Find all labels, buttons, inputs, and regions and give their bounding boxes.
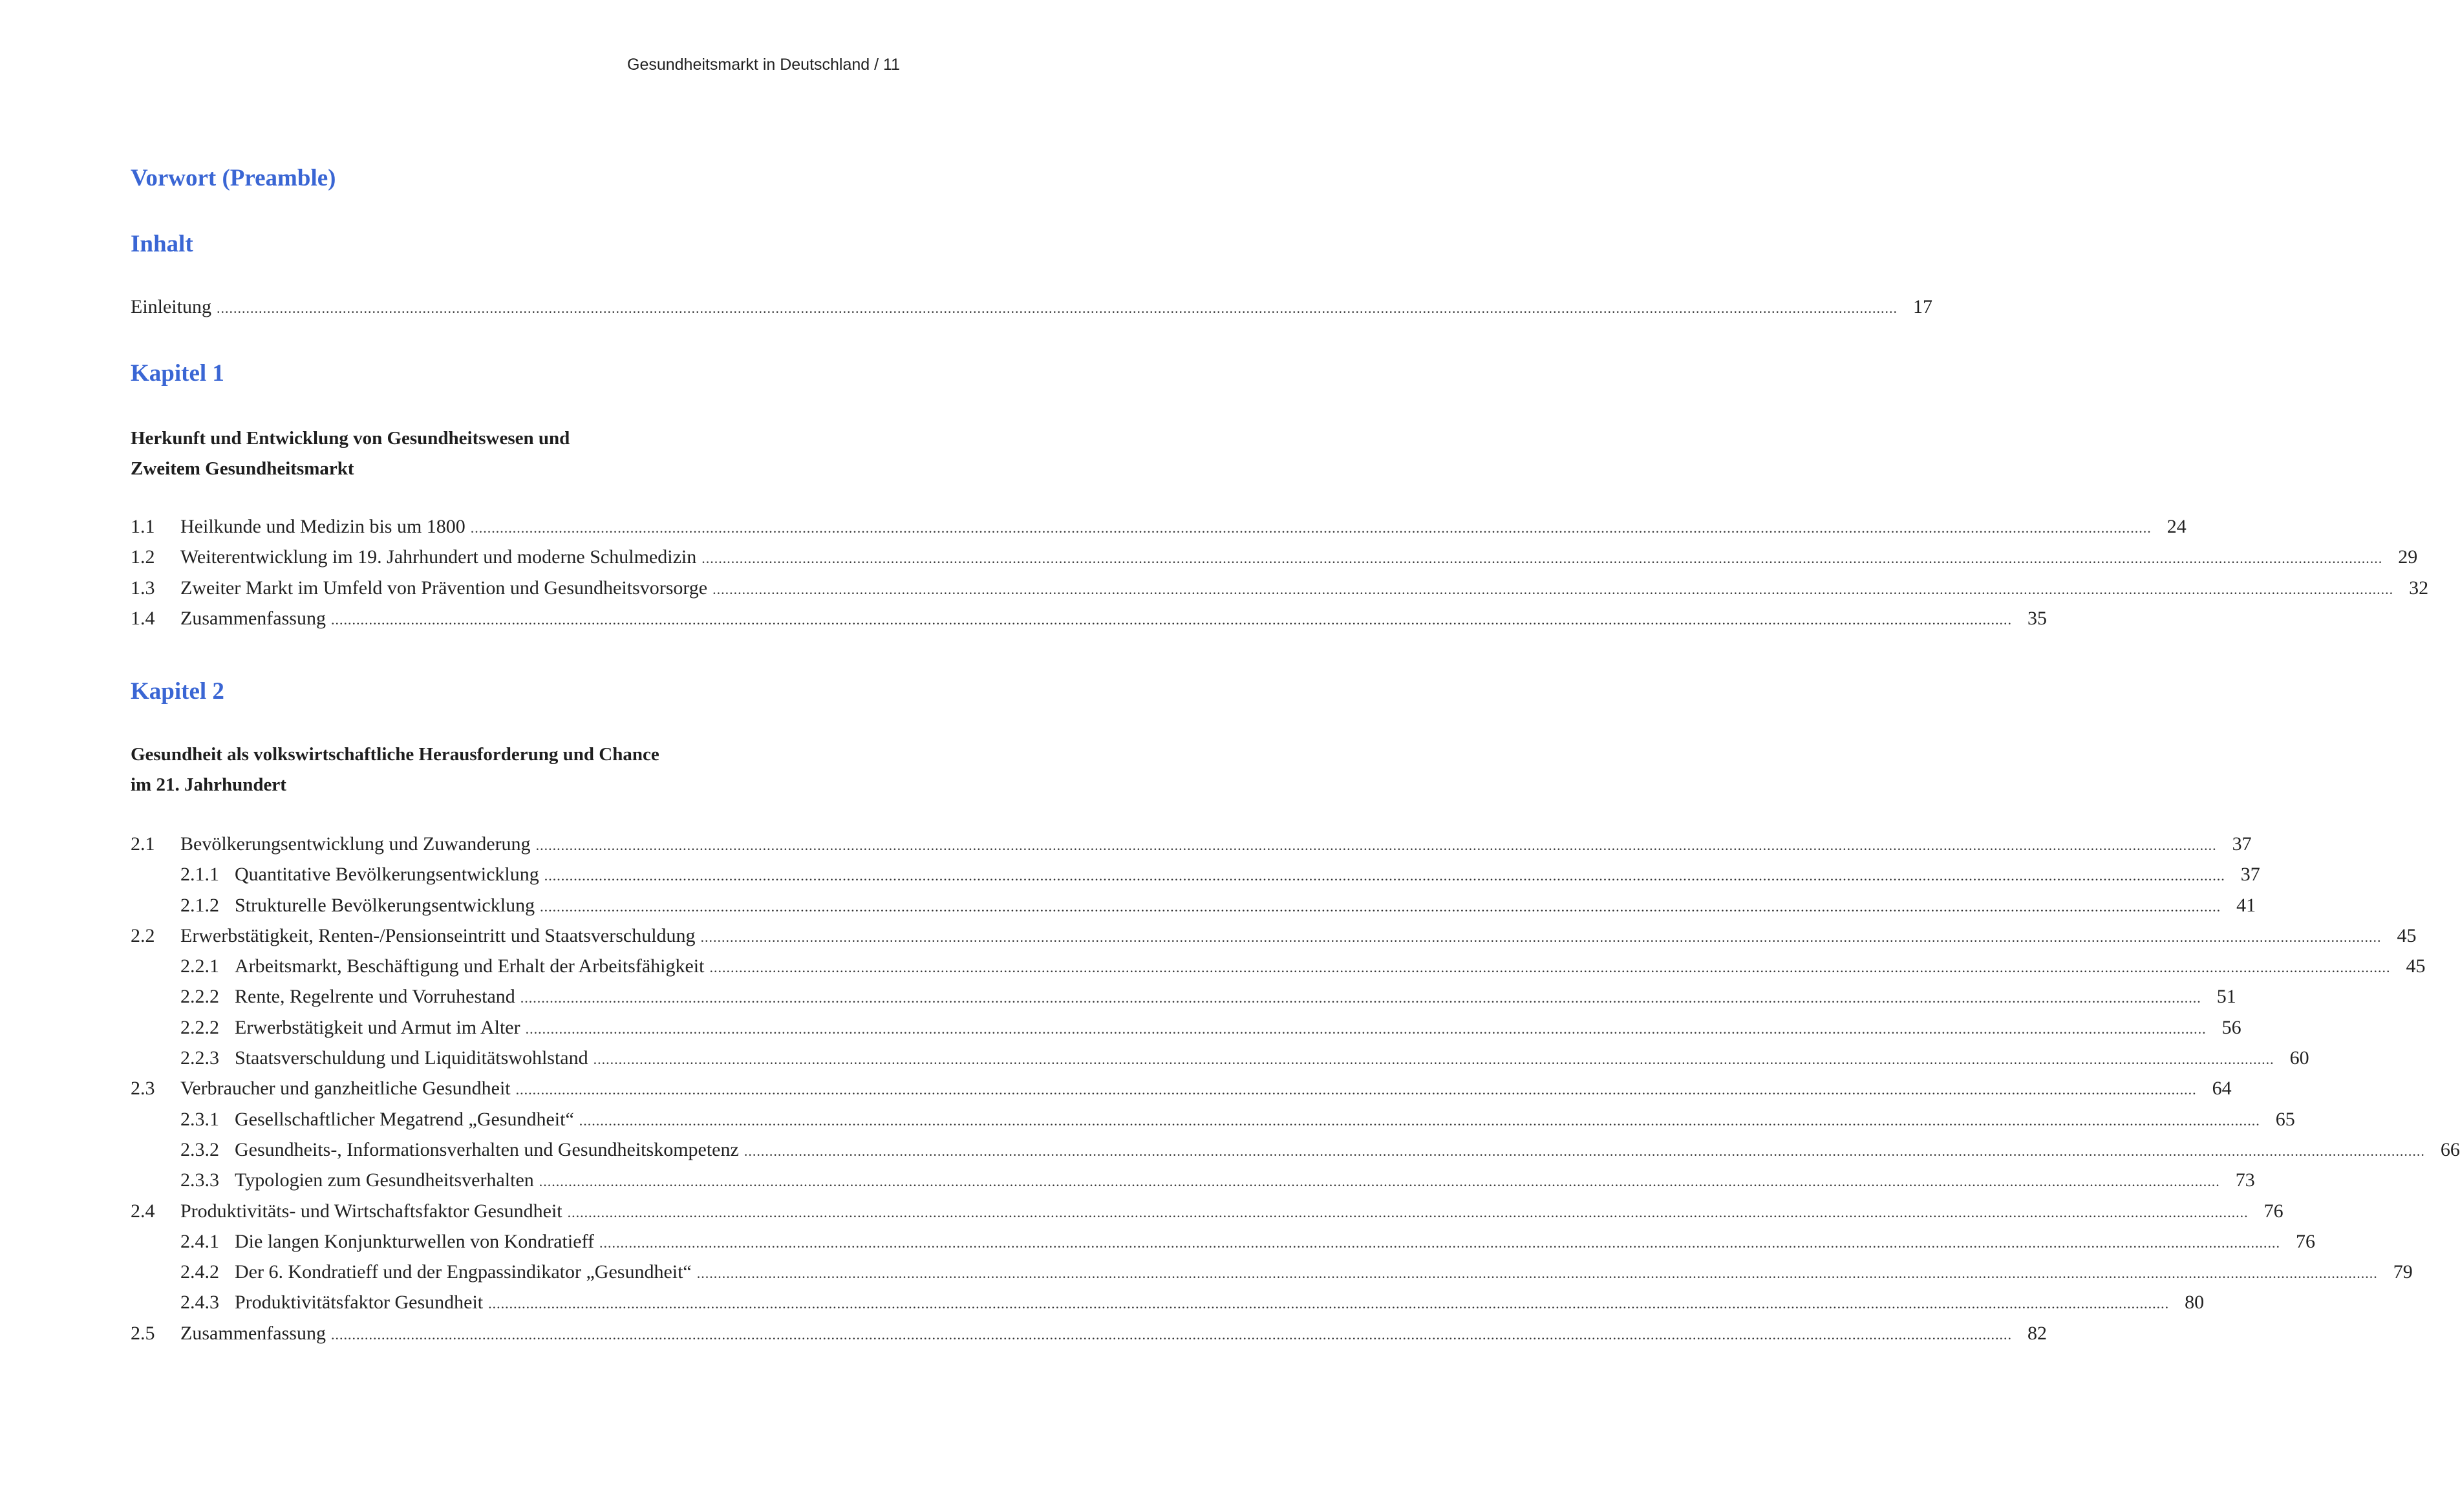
chapter2-entries xyxy=(131,833,2460,1353)
toc-entry-page: 37 xyxy=(2240,864,2260,886)
toc-entry[interactable] xyxy=(131,607,2047,638)
toc-entry[interactable] xyxy=(131,1138,2460,1169)
toc-entry-title: Typologien zum Gesundheitsverhalten xyxy=(235,1169,534,1191)
toc-entry-page: 24 xyxy=(2166,516,2187,537)
toc-entry-number: 1.4 xyxy=(131,607,155,629)
toc-entry-page: 35 xyxy=(2027,607,2047,629)
toc-entry-intro[interactable] xyxy=(131,296,1932,326)
toc-entry-number: 2.2 xyxy=(131,924,155,946)
toc-entry-number: 2.1 xyxy=(131,833,155,855)
toc-entry-title: Die langen Konjunkturwellen von Kondratieff xyxy=(235,1230,594,1252)
dot-leader: ................................................................................................................................................................................................................................................................................................................................................................................................................ xyxy=(515,1081,2197,1098)
toc-entry-number: 2.5 xyxy=(131,1322,155,1344)
toc-entry-title: Gesellschaftlicher Megatrend „Gesundheit“ xyxy=(235,1108,574,1130)
dot-leader: ................................................................................................................................................................................................................................................................................................................................................................................................................ xyxy=(330,611,2012,628)
dot-leader: ................................................................................................................................................................................................................................................................................................................................................................................................................ xyxy=(712,580,2394,597)
toc-entry-title: Strukturelle Bevölkerungsentwicklung xyxy=(235,894,535,916)
toc-entry-number: 2.2.2 xyxy=(180,1016,219,1038)
toc-entry-title: Quantitative Bevölkerungsentwicklung xyxy=(235,864,539,886)
dot-leader: ................................................................................................................................................................................................................................................................................................................................................................................................................ xyxy=(599,1234,2280,1251)
toc-entry[interactable] xyxy=(131,864,2260,894)
toc-entry-title: Rente, Regelrente und Vorruhestand xyxy=(235,986,515,1008)
toc-entry-number: 2.4.1 xyxy=(180,1230,219,1252)
toc-entry[interactable] xyxy=(131,516,2187,546)
toc-entry[interactable] xyxy=(131,577,2429,608)
dot-leader: ................................................................................................................................................................................................................................................................................................................................................................................................................ xyxy=(700,928,2382,945)
dot-leader: ................................................................................................................................................................................................................................................................................................................................................................................................................ xyxy=(567,1204,2249,1220)
toc-entry-page: 37 xyxy=(2232,833,2252,855)
toc-entry-title: Gesundheits-, Informationsverhalten und Gesundheitskompetenz xyxy=(235,1138,739,1160)
toc-entry-title: Produktivitätsfaktor Gesundheit xyxy=(235,1292,484,1314)
chapter1-title xyxy=(131,423,570,484)
toc-entry[interactable] xyxy=(131,1047,2309,1078)
dot-leader: ................................................................................................................................................................................................................................................................................................................................................................................................................ xyxy=(330,1326,2012,1343)
toc-entry[interactable] xyxy=(131,1322,2047,1353)
toc-entry[interactable] xyxy=(131,955,2426,986)
toc-entry-page: 29 xyxy=(2398,546,2418,568)
toc-entry-title: Verbraucher und ganzheitliche Gesundheit xyxy=(180,1078,511,1100)
dot-leader: ................................................................................................................................................................................................................................................................................................................................................................................................................ xyxy=(520,990,2201,1006)
dot-leader: ................................................................................................................................................................................................................................................................................................................................................................................................................ xyxy=(216,300,1898,316)
toc-entry-page: 79 xyxy=(2393,1261,2413,1283)
toc-entry[interactable] xyxy=(131,1292,2205,1322)
chapter2-label: Kapitel 2 xyxy=(131,678,224,705)
dot-leader: ................................................................................................................................................................................................................................................................................................................................................................................................................ xyxy=(593,1051,2274,1068)
toc-entry[interactable] xyxy=(131,1261,2413,1292)
toc-entry-title: Bevölkerungsentwicklung und Zuwanderung xyxy=(180,833,531,855)
dot-leader: ................................................................................................................................................................................................................................................................................................................................................................................................................ xyxy=(743,1142,2425,1159)
toc-entry-number: 1.2 xyxy=(131,546,155,568)
toc-entry-page: 76 xyxy=(2295,1230,2315,1252)
toc-entry-page: 17 xyxy=(1912,296,1932,317)
toc-entry-title: Staatsverschuldung und Liquiditätswohlstand xyxy=(235,1047,588,1069)
toc-entry-title: Zweiter Markt im Umfeld von Prävention und Gesundheitsvorsorge xyxy=(180,577,708,599)
toc-entry[interactable] xyxy=(131,1078,2232,1108)
chapter1-entries xyxy=(131,516,2429,638)
toc-entry-page: 51 xyxy=(2216,986,2236,1008)
toc-entry-number: 1.3 xyxy=(131,577,155,599)
toc-entry-page: 65 xyxy=(2275,1108,2295,1130)
dot-leader: ................................................................................................................................................................................................................................................................................................................................................................................................................ xyxy=(535,837,2217,853)
toc-entry-title: Heilkunde und Medizin bis um 1800 xyxy=(180,516,465,537)
toc-entry-title: Der 6. Kondratieff und der Engpassindikator „Gesundheit“ xyxy=(235,1261,692,1283)
toc-entry-number: 2.2.3 xyxy=(180,1047,219,1069)
toc-entry[interactable] xyxy=(131,894,2256,925)
toc-entry-number: 2.4.3 xyxy=(180,1292,219,1314)
toc-entry-number: 2.3.1 xyxy=(180,1108,219,1130)
toc-entry-page: 60 xyxy=(2289,1047,2309,1069)
dot-leader: ................................................................................................................................................................................................................................................................................................................................................................................................................ xyxy=(544,868,2225,884)
chapter1-title-line1: Herkunft und Entwicklung von Gesundheitswesen und xyxy=(131,428,570,449)
toc-entry[interactable] xyxy=(131,1016,2241,1047)
toc-entry-number: 2.4 xyxy=(131,1200,155,1222)
toc-entry-page: 80 xyxy=(2185,1292,2205,1314)
toc-entry-page: 45 xyxy=(2397,924,2417,946)
toc-entry-number: 1.1 xyxy=(131,516,155,537)
toc-entry-page: 76 xyxy=(2263,1200,2284,1222)
toc-entry-title: Einleitung xyxy=(131,296,211,317)
toc-entry[interactable] xyxy=(131,924,2417,955)
running-head: Gesundheitsmarkt in Deutschland / 11 xyxy=(627,56,900,74)
toc-entry[interactable] xyxy=(131,1108,2295,1139)
dot-leader: ................................................................................................................................................................................................................................................................................................................................................................................................................ xyxy=(701,550,2383,567)
toc-entry-page: 32 xyxy=(2409,577,2429,599)
toc-entry-number: 2.1.2 xyxy=(180,894,219,916)
toc-entry-title: Zusammenfassung xyxy=(180,1322,326,1344)
toc-entry-number: 2.1.1 xyxy=(180,864,219,886)
toc-entry[interactable] xyxy=(131,833,2252,864)
toc-entry-page: 56 xyxy=(2221,1016,2241,1038)
dot-leader: ................................................................................................................................................................................................................................................................................................................................................................................................................ xyxy=(525,1020,2207,1037)
dot-leader: ................................................................................................................................................................................................................................................................................................................................................................................................................ xyxy=(488,1295,2170,1312)
chapter1-label: Kapitel 1 xyxy=(131,360,224,387)
dot-leader: ................................................................................................................................................................................................................................................................................................................................................................................................................ xyxy=(579,1112,2260,1129)
toc-entry-page: 82 xyxy=(2027,1322,2047,1344)
chapter2-title-line1: Gesundheit als volkswirtschaftliche Herausforderung und Chance xyxy=(131,744,659,765)
dot-leader: ................................................................................................................................................................................................................................................................................................................................................................................................................ xyxy=(470,520,2152,536)
toc-entry-title: Arbeitsmarkt, Beschäftigung und Erhalt der Arbeitsfähigkeit xyxy=(235,955,705,977)
toc-entry[interactable] xyxy=(131,1200,2284,1231)
chapter1-title-line2: Zweitem Gesundheitsmarkt xyxy=(131,458,354,479)
toc-entry-page: 66 xyxy=(2440,1138,2460,1160)
contents-heading: Inhalt xyxy=(131,231,193,257)
chapter2-title xyxy=(131,740,659,800)
toc-entry-title: Erwerbstätigkeit, Renten-/Pensionseintritt und Staatsverschuldung xyxy=(180,924,696,946)
toc-entry[interactable] xyxy=(131,1230,2315,1261)
preamble-heading: Vorwort (Preamble) xyxy=(131,165,336,191)
toc-entry-page: 64 xyxy=(2212,1078,2232,1100)
toc-entry-number: 2.2.1 xyxy=(180,955,219,977)
toc-entry-page: 73 xyxy=(2235,1169,2255,1191)
toc-entry-number: 2.2.2 xyxy=(180,986,219,1008)
toc-entry-number: 2.3.2 xyxy=(180,1138,219,1160)
toc-entry-page: 45 xyxy=(2406,955,2426,977)
dot-leader: ................................................................................................................................................................................................................................................................................................................................................................................................................ xyxy=(696,1265,2378,1282)
toc-entry-page: 41 xyxy=(2236,894,2256,916)
toc-entry[interactable] xyxy=(131,986,2236,1016)
dot-leader: ................................................................................................................................................................................................................................................................................................................................................................................................................ xyxy=(709,959,2391,976)
intro-list xyxy=(131,296,1932,326)
dot-leader: ................................................................................................................................................................................................................................................................................................................................................................................................................ xyxy=(540,898,2221,915)
toc-entry-title: Weiterentwicklung im 19. Jahrhundert und moderne Schulmedizin xyxy=(180,546,697,568)
toc-entry-title: Produktivitäts- und Wirtschaftsfaktor Gesundheit xyxy=(180,1200,562,1222)
toc-entry[interactable] xyxy=(131,546,2418,577)
toc-entry-title: Erwerbstätigkeit und Armut im Alter xyxy=(235,1016,520,1038)
toc-entry[interactable] xyxy=(131,1169,2255,1200)
toc-entry-number: 2.4.2 xyxy=(180,1261,219,1283)
toc-entry-number: 2.3 xyxy=(131,1078,155,1100)
dot-leader: ................................................................................................................................................................................................................................................................................................................................................................................................................ xyxy=(539,1173,2220,1190)
toc-entry-number: 2.3.3 xyxy=(180,1169,219,1191)
toc-entry-title: Zusammenfassung xyxy=(180,607,326,629)
chapter2-title-line2: im 21. Jahrhundert xyxy=(131,774,286,795)
